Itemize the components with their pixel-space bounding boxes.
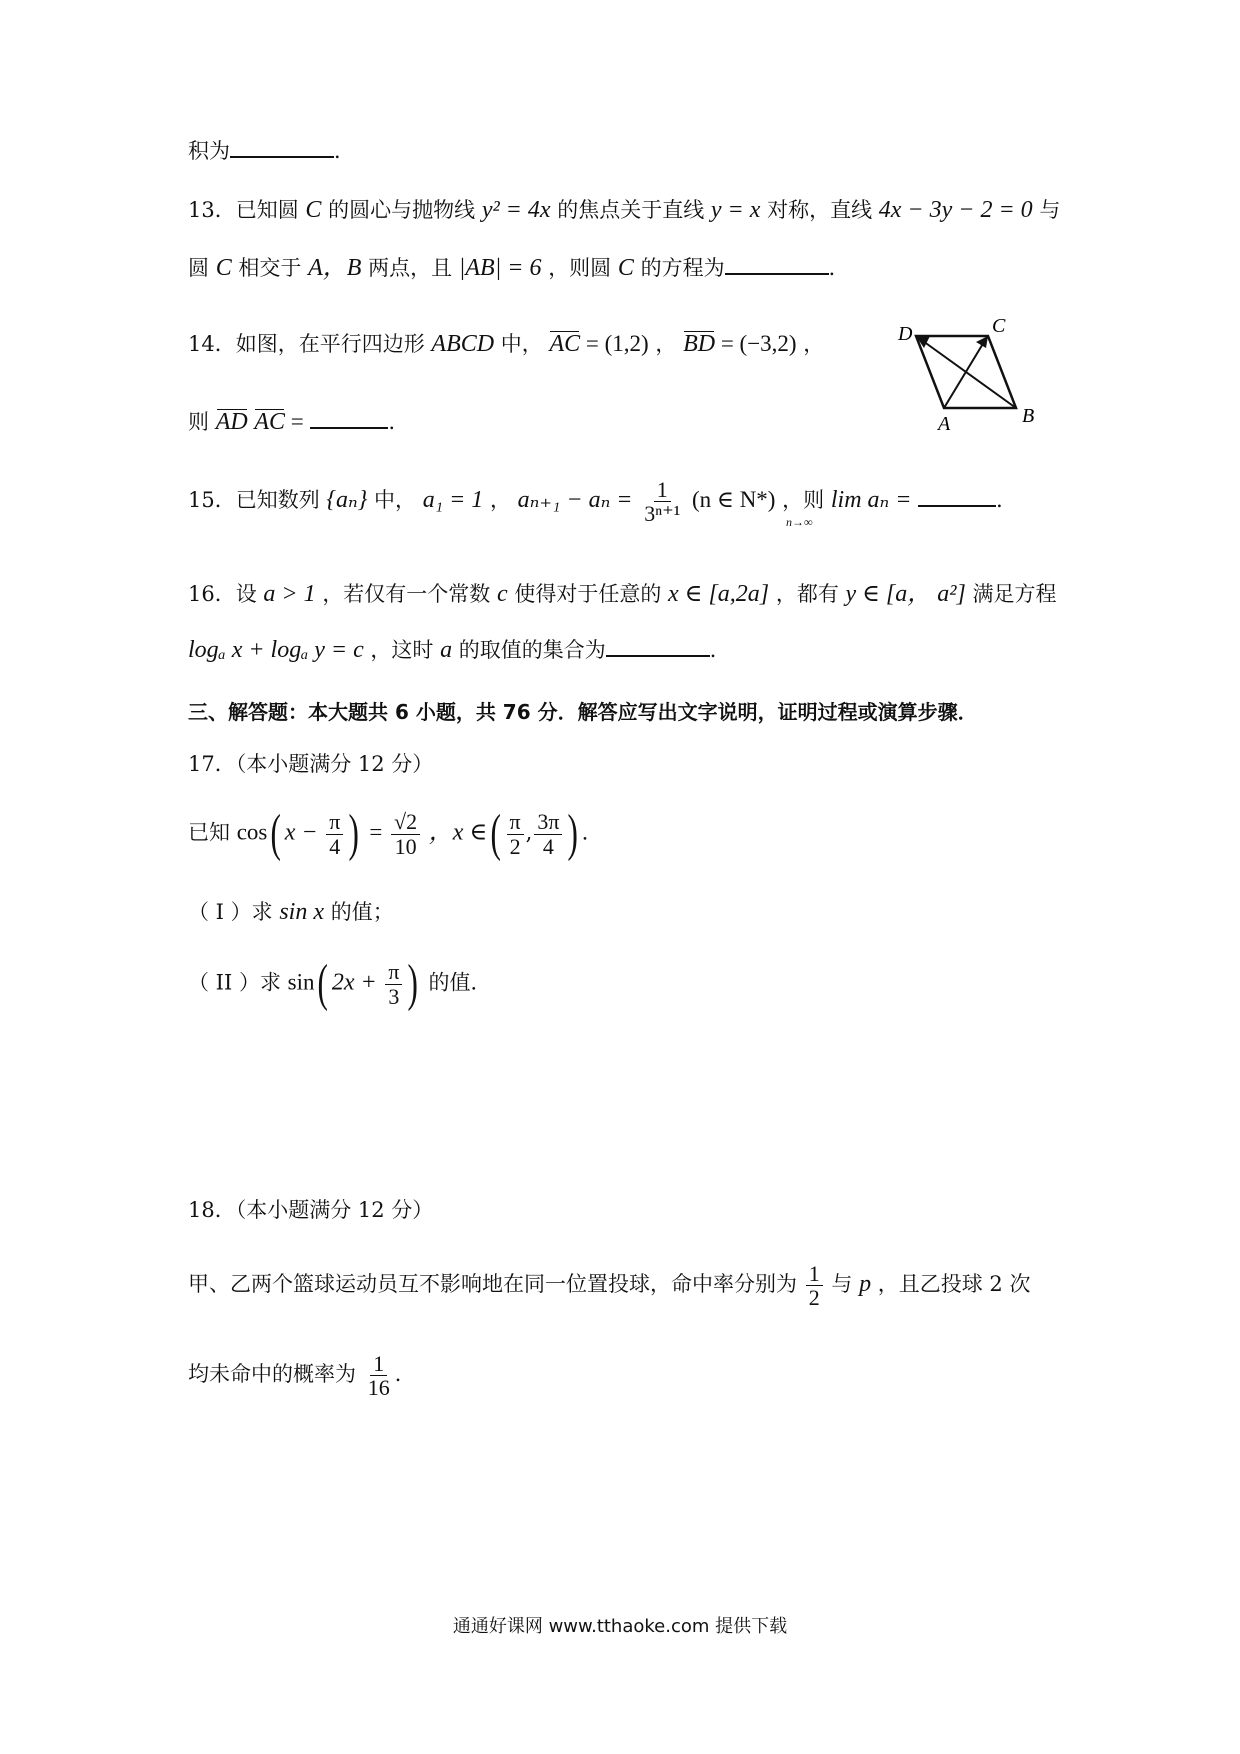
answer-blank[interactable] [918, 487, 996, 507]
fraction-pi-4: $\frac{\pi}{4}$ [326, 810, 343, 857]
q14-line2: 则 AD AC = ． [188, 409, 410, 435]
q16-line2: logₐ x + logₐ y = c ，这时 a 的取值的集合为 ． [188, 637, 731, 663]
q14-line1: 14．如图，在平行四边形 ABCD 中， AC = (1,2) ， BD = (−3,2) ， [188, 331, 825, 357]
answer-blank[interactable] [606, 637, 710, 657]
q13-line1: 13．已知圆 C 的圆心与抛物线 y² = 4x 的焦点关于直线 y = x 对称，直线 4x − 3y − 2 = 0 与 [188, 197, 1061, 223]
q17-part1: （ I ）求 sin x 的值； [188, 899, 394, 925]
limit-subscript: n→∞ [786, 515, 813, 529]
q15-line: 15．已知数列 {aₙ} 中， a₁ = 1 ， aₙ₊₁ − aₙ = $\frac{1}{\text{3ⁿ⁺¹}}$ (n ∈ N*) ，则 lim aₙ = ． [188, 477, 1018, 527]
q12-tail: 积为 ． [188, 139, 355, 163]
q16-line1: 16．设 a > 1 ，若仅有一个常数 c 使得对于任意的 x ∈ [a,2a] ，都有 y ∈ [a， a²] 满足方程 [188, 581, 1057, 607]
q17-heading: 17．（本小题满分 12 分） [188, 752, 434, 776]
diagonal-ac [944, 342, 984, 408]
q17-given: 已知 cos( x − $\frac{\pi}{4}$ ) = $\frac{√2}{10}$ ，x ∈( $\frac{\pi}{2}$ , $\frac{3\pi}{4}$ ) ． [188, 805, 603, 862]
fraction-sixteenth: $\frac{1}{16}$ [367, 1351, 390, 1401]
answer-blank[interactable] [310, 409, 388, 429]
answer-blank[interactable] [725, 255, 829, 275]
label-d: D [898, 323, 913, 345]
q13-line2: 圆 C 相交于 A，B 两点，且 |AB| = 6 ，则圆 C 的方程为 ． [188, 255, 850, 281]
label-a: A [938, 413, 951, 435]
label-b: B [1022, 405, 1035, 427]
q18-line1: 甲、乙两个篮球运动员互不影响地在同一位置投球，命中率分别为 $\frac{1}{2}$ 与 p ，且乙投球 2 次 [188, 1261, 1031, 1311]
fraction-pi-2: $\frac{\pi}{2}$ [507, 810, 524, 857]
q17-part2: （ II ）求 sin( 2x + $\frac{\pi}{3}$ ) 的值． [188, 955, 492, 1012]
parallelogram-figure [880, 318, 1050, 438]
answer-blank[interactable] [230, 138, 334, 158]
fraction-half: $\frac{1}{2}$ [806, 1262, 823, 1309]
q18-heading: 18．（本小题满分 12 分） [188, 1198, 434, 1222]
label-c: C [992, 318, 1006, 337]
fraction-sqrt2-10: $\frac{√2}{10}$ [391, 810, 420, 857]
fraction-recur: $\frac{1}{\text{3ⁿ⁺¹}}$ [644, 477, 681, 527]
section3-heading: 三、解答题：本大题共 6 小题，共 76 分．解答应写出文字说明，证明过程或演算步骤． [188, 700, 978, 724]
fraction-3pi-4: $\frac{3\pi}{4}$ [534, 810, 562, 857]
q18-line2: 均未命中的概率为 $\frac{1}{16}$ ． [188, 1351, 416, 1401]
fraction-pi-3: $\frac{\pi}{3}$ [385, 960, 402, 1007]
footer-source: 通通好课网 www.tthaoke.com 提供下载 [452, 1616, 788, 1637]
